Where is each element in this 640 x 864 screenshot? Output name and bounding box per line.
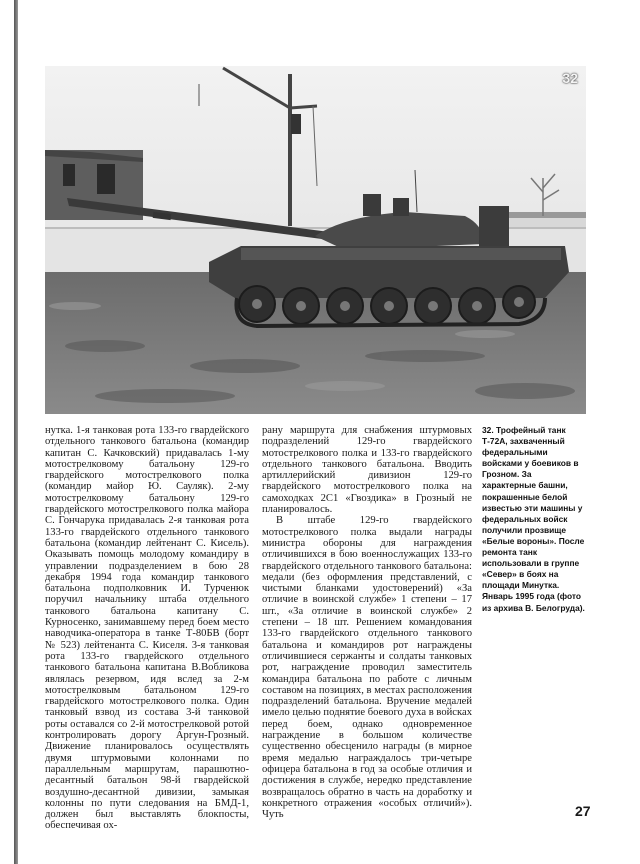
page-number: 27 (575, 803, 591, 819)
page-spine-edge (14, 0, 18, 864)
photo-caption: 32. Трофейный танк Т-72А, захваченный федеральными войсками у боевиков в Грозном. За характерные башни, покрашенные белой известью эти машины у федеральных войск получили прозвище «Белые вороны». После ремонта танк использовали в группе «Север» в боях на площади Минутка. Январь 1995 года (фото из архива В. Белогруда). (482, 425, 585, 613)
photo-number-mark: 32 (562, 70, 578, 86)
paragraph: нутка. 1-я танковая рота 133-го гвардейского отдельного танкового батальона (командир капитан С. Качковский) придавалась 1-му мотострелковому батальону 129-го гвардейского мотострелкового полка (командир майор Ю. Сауляк). 2-му мотострелковому батальону 129-го гвардейского мотострелкового полка майора С. Гончарука придавалась 2-я танковая рота 133-го гвардейского отдельного танкового батальона (командир лейтенант С. Кисель). Оказывать помощь молодому командиру в управлении подразделением в бою 28 декабря 1994 года командир танкового батальона подполковник И. Турченюк поручил начальнику штаба отдельного танкового батальона капитану С. Курносенко, занимавшему перед боем место наводчика-оператора в танке Т-80БВ (борт № 523) лейтенанта С. Киселя. 3-я танковая рота 133-го гвардейского отдельного танкового батальона капитана В.Вобликова являлась резервом, идя вслед за 2-м мотострелковым батальоном 129-го гвардейского мотострелкового полка. Один танковый взвод из состава 3-й танковой роты оставался со 2-й мотострелковой ротой контролировать дорогу Аргун-Грозный. Движение планировалось осуществлять двумя штурмовыми колоннами по параллельным маршрутам, парашютно-десантный батальон 98-й гвардейской воздушно-десантной дивизии, замыкая колонны по пути следования на БМД-1, должен был выставлять блокпосты, обеспечивая ох- (45, 425, 249, 832)
text-column-left (45, 425, 249, 832)
tank-photo-image (45, 66, 586, 414)
tank-photo (45, 66, 586, 414)
paragraph: В штабе 129-го гвардейского мотострелкового полка выдали награды министра обороны для награждения отличившихся в бою военнослужащих 133-го гвардейского отдельного танкового батальона: медали (без оформления представлений, с чистыми бланками удостоверений) «За отличие в воинской службе» 1 степени – 17 шт., «За отличие в воинской службе» 2 степени – 18 шт. Решением командования 133-го гвардейского отдельного танкового батальона и командиров рот награждены отличившиеся сержанты и солдаты танковых рот, награждение проводил заместитель командира батальона по работе с личным составом на позициях, в местах расположения подразделений батальона. Вручение медалей имело целью поднятие боевого духа в войсках перед боем, однако одновременное награждение в большом количестве существенно обесценило награды (в мирное время медалью награждалось три-четыре офицера батальона в год за особые отличия и достижения в службе, нередко представление возвращалось обратно в часть на доработку и конкретного отражения «особых отличий»). Чуть (262, 515, 472, 821)
text-column-middle (262, 425, 472, 820)
paragraph: рану маршрута для снабжения штурмовых подразделений 129-го гвардейского мотострелкового полка и 133-го гвардейского отдельного танкового батальона. Вводить артиллерийский дивизион 129-го гвардейского мотострелкового полка на самоходках 2С1 «Гвоздика» в Грозный не планировалось. (262, 425, 472, 516)
